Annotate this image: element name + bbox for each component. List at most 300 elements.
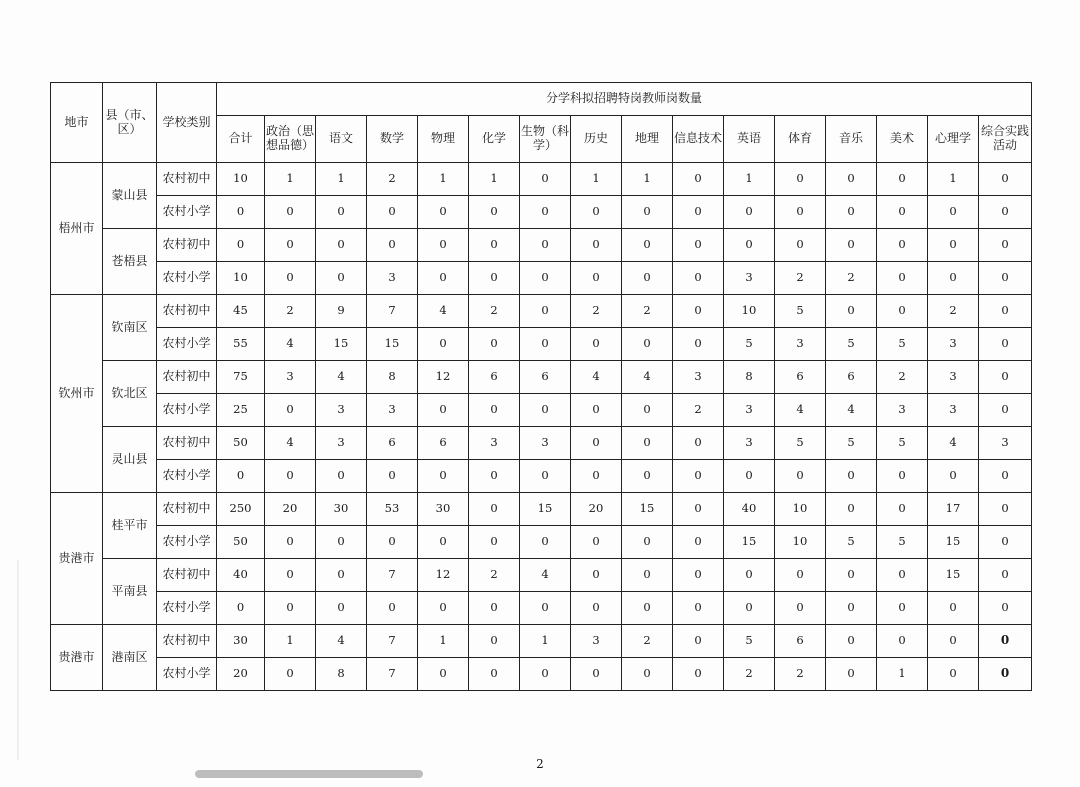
value-cell: 4 (928, 427, 979, 460)
school-type-cell: 农村小学 (157, 658, 217, 691)
value-cell: 0 (469, 394, 520, 427)
value-cell: 0 (469, 196, 520, 229)
value-cell: 5 (826, 328, 877, 361)
value-cell: 0 (316, 262, 367, 295)
school-type-cell: 农村小学 (157, 460, 217, 493)
header-subject: 物理 (418, 116, 469, 163)
value-cell: 0 (571, 262, 622, 295)
value-cell: 0 (265, 526, 316, 559)
county-cell: 钦南区 (103, 295, 157, 361)
value-cell: 0 (877, 592, 928, 625)
value-cell: 10 (724, 295, 775, 328)
value-cell: 0 (622, 526, 673, 559)
value-cell: 4 (775, 394, 826, 427)
value-cell: 0 (469, 229, 520, 262)
value-cell: 0 (622, 460, 673, 493)
value-cell: 0 (979, 361, 1032, 394)
value-cell: 0 (418, 658, 469, 691)
header-subject: 合计 (217, 116, 265, 163)
value-cell: 1 (469, 163, 520, 196)
value-cell: 12 (418, 361, 469, 394)
value-cell: 0 (571, 559, 622, 592)
county-cell: 灵山县 (103, 427, 157, 493)
value-cell: 5 (775, 427, 826, 460)
value-cell: 0 (673, 559, 724, 592)
value-cell: 0 (265, 196, 316, 229)
value-cell: 15 (928, 526, 979, 559)
header-county: 县（市、区） (103, 83, 157, 163)
value-cell: 0 (826, 229, 877, 262)
header-subject: 心理学 (928, 116, 979, 163)
value-cell: 10 (217, 262, 265, 295)
value-cell: 0 (979, 328, 1032, 361)
value-cell: 15 (316, 328, 367, 361)
value-cell: 0 (775, 559, 826, 592)
value-cell: 0 (877, 163, 928, 196)
value-cell: 0 (826, 658, 877, 691)
value-cell: 3 (928, 394, 979, 427)
value-cell: 0 (775, 229, 826, 262)
table-row (51, 328, 1032, 361)
table-row (51, 361, 1032, 394)
value-cell: 0 (928, 460, 979, 493)
value-cell: 1 (418, 625, 469, 658)
value-cell: 0 (265, 559, 316, 592)
value-cell: 0 (979, 262, 1032, 295)
value-cell: 3 (367, 394, 418, 427)
value-cell: 0 (877, 460, 928, 493)
value-cell: 4 (265, 427, 316, 460)
city-cell: 贵港市 (51, 493, 103, 625)
value-cell: 0 (367, 460, 418, 493)
header-subject: 地理 (622, 116, 673, 163)
value-cell: 0 (979, 163, 1032, 196)
value-cell: 0 (520, 658, 571, 691)
value-cell: 0 (877, 229, 928, 262)
value-cell: 0 (622, 592, 673, 625)
value-cell: 0 (622, 427, 673, 460)
value-cell: 30 (316, 493, 367, 526)
school-type-cell: 农村初中 (157, 427, 217, 460)
value-cell: 20 (265, 493, 316, 526)
value-cell: 3 (316, 427, 367, 460)
school-type-cell: 农村初中 (157, 559, 217, 592)
value-cell: 0 (673, 163, 724, 196)
value-cell: 0 (571, 526, 622, 559)
value-cell: 2 (877, 361, 928, 394)
value-cell: 0 (673, 526, 724, 559)
header-city: 地市 (51, 83, 103, 163)
value-cell: 0 (217, 592, 265, 625)
header-school-type: 学校类别 (157, 83, 217, 163)
value-cell: 3 (928, 361, 979, 394)
value-cell: 3 (316, 394, 367, 427)
county-cell: 苍梧县 (103, 229, 157, 295)
table-row (51, 493, 1032, 526)
value-cell: 0 (316, 592, 367, 625)
value-cell: 40 (217, 559, 265, 592)
value-cell: 5 (877, 526, 928, 559)
value-cell: 0 (520, 196, 571, 229)
value-cell: 0 (928, 592, 979, 625)
value-cell: 0 (979, 493, 1032, 526)
value-cell: 3 (469, 427, 520, 460)
value-cell: 0 (265, 460, 316, 493)
value-cell: 3 (724, 427, 775, 460)
value-cell: 6 (826, 361, 877, 394)
value-cell: 0 (418, 460, 469, 493)
value-cell: 0 (520, 262, 571, 295)
value-cell: 0 (979, 295, 1032, 328)
value-cell: 0 (571, 196, 622, 229)
value-cell: 0 (826, 493, 877, 526)
value-cell: 15 (724, 526, 775, 559)
value-cell: 0 (928, 658, 979, 691)
city-cell: 梧州市 (51, 163, 103, 295)
value-cell: 0 (265, 394, 316, 427)
value-cell: 20 (217, 658, 265, 691)
value-cell: 0 (418, 526, 469, 559)
value-cell: 0 (520, 460, 571, 493)
value-cell: 0 (775, 196, 826, 229)
value-cell: 1 (877, 658, 928, 691)
school-type-cell: 农村初中 (157, 295, 217, 328)
value-cell: 0 (775, 592, 826, 625)
value-cell: 0 (367, 196, 418, 229)
value-cell: 0 (877, 559, 928, 592)
value-cell: 0 (979, 196, 1032, 229)
value-cell: 3 (265, 361, 316, 394)
value-cell: 5 (775, 295, 826, 328)
value-cell: 0 (826, 196, 877, 229)
value-cell: 0 (673, 493, 724, 526)
value-cell: 2 (265, 295, 316, 328)
table-row (51, 196, 1032, 229)
value-cell: 15 (367, 328, 418, 361)
value-cell: 1 (571, 163, 622, 196)
table-row (51, 262, 1032, 295)
value-cell: 4 (316, 361, 367, 394)
value-cell: 2 (775, 262, 826, 295)
value-cell: 2 (826, 262, 877, 295)
value-cell: 4 (418, 295, 469, 328)
value-cell: 1 (724, 163, 775, 196)
value-cell: 0 (622, 196, 673, 229)
value-cell: 0 (979, 658, 1032, 691)
value-cell: 0 (673, 229, 724, 262)
value-cell: 2 (571, 295, 622, 328)
value-cell: 0 (673, 427, 724, 460)
value-cell: 0 (877, 262, 928, 295)
table-row (51, 394, 1032, 427)
value-cell: 55 (217, 328, 265, 361)
value-cell: 40 (724, 493, 775, 526)
value-cell: 7 (367, 295, 418, 328)
value-cell: 50 (217, 526, 265, 559)
value-cell: 4 (571, 361, 622, 394)
header-subject: 生物（科学） (520, 116, 571, 163)
value-cell: 12 (418, 559, 469, 592)
value-cell: 15 (928, 559, 979, 592)
school-type-cell: 农村初中 (157, 625, 217, 658)
value-cell: 3 (877, 394, 928, 427)
value-cell: 0 (724, 559, 775, 592)
value-cell: 0 (418, 592, 469, 625)
header-subject: 数学 (367, 116, 418, 163)
value-cell: 0 (520, 394, 571, 427)
county-cell: 桂平市 (103, 493, 157, 559)
value-cell: 0 (367, 526, 418, 559)
city-cell: 钦州市 (51, 295, 103, 493)
value-cell: 0 (673, 196, 724, 229)
value-cell: 1 (418, 163, 469, 196)
value-cell: 1 (622, 163, 673, 196)
value-cell: 8 (316, 658, 367, 691)
value-cell: 0 (928, 625, 979, 658)
school-type-cell: 农村初中 (157, 361, 217, 394)
value-cell: 0 (826, 592, 877, 625)
value-cell: 0 (265, 229, 316, 262)
value-cell: 0 (316, 559, 367, 592)
value-cell: 3 (724, 394, 775, 427)
school-type-cell: 农村初中 (157, 493, 217, 526)
value-cell: 8 (367, 361, 418, 394)
page-number: 2 (536, 757, 544, 771)
header-group-title: 分学科拟招聘特岗教师岗数量 (217, 83, 1032, 116)
value-cell: 0 (979, 625, 1032, 658)
value-cell: 6 (775, 625, 826, 658)
value-cell: 250 (217, 493, 265, 526)
value-cell: 7 (367, 658, 418, 691)
value-cell: 1 (316, 163, 367, 196)
value-cell: 7 (367, 559, 418, 592)
table-row (51, 658, 1032, 691)
value-cell: 0 (877, 493, 928, 526)
header-subject: 体育 (775, 116, 826, 163)
value-cell: 30 (217, 625, 265, 658)
value-cell: 6 (520, 361, 571, 394)
table-header (51, 83, 1032, 163)
value-cell: 4 (265, 328, 316, 361)
value-cell: 2 (367, 163, 418, 196)
header-subject: 历史 (571, 116, 622, 163)
value-cell: 6 (469, 361, 520, 394)
value-cell: 4 (622, 361, 673, 394)
header-subject: 信息技术 (673, 116, 724, 163)
value-cell: 0 (826, 295, 877, 328)
table-row (51, 295, 1032, 328)
value-cell: 3 (724, 262, 775, 295)
value-cell: 30 (418, 493, 469, 526)
value-cell: 0 (469, 625, 520, 658)
value-cell: 0 (673, 328, 724, 361)
header-subject: 英语 (724, 116, 775, 163)
value-cell: 2 (622, 625, 673, 658)
table-row (51, 559, 1032, 592)
value-cell: 1 (265, 163, 316, 196)
value-cell: 8 (724, 361, 775, 394)
table-row (51, 526, 1032, 559)
value-cell: 0 (367, 229, 418, 262)
value-cell: 0 (571, 394, 622, 427)
value-cell: 0 (775, 460, 826, 493)
header-subject: 语文 (316, 116, 367, 163)
value-cell: 0 (622, 559, 673, 592)
value-cell: 0 (520, 229, 571, 262)
value-cell: 10 (775, 526, 826, 559)
value-cell: 0 (520, 328, 571, 361)
value-cell: 0 (469, 460, 520, 493)
school-type-cell: 农村小学 (157, 328, 217, 361)
value-cell: 0 (877, 625, 928, 658)
header-subject: 美术 (877, 116, 928, 163)
value-cell: 0 (673, 295, 724, 328)
value-cell: 0 (826, 460, 877, 493)
value-cell: 6 (367, 427, 418, 460)
value-cell: 2 (928, 295, 979, 328)
value-cell: 2 (673, 394, 724, 427)
value-cell: 0 (520, 592, 571, 625)
value-cell: 0 (979, 559, 1032, 592)
value-cell: 3 (367, 262, 418, 295)
school-type-cell: 农村小学 (157, 592, 217, 625)
value-cell: 0 (520, 163, 571, 196)
table-row (51, 625, 1032, 658)
value-cell: 0 (571, 229, 622, 262)
value-cell: 0 (979, 526, 1032, 559)
value-cell: 0 (622, 658, 673, 691)
value-cell: 2 (724, 658, 775, 691)
value-cell: 0 (622, 394, 673, 427)
value-cell: 0 (418, 196, 469, 229)
school-type-cell: 农村初中 (157, 163, 217, 196)
value-cell: 0 (979, 394, 1032, 427)
value-cell: 0 (673, 460, 724, 493)
value-cell: 0 (367, 592, 418, 625)
value-cell: 0 (571, 460, 622, 493)
header-subject: 音乐 (826, 116, 877, 163)
value-cell: 5 (724, 328, 775, 361)
city-cell: 贵港市 (51, 625, 103, 691)
table-row (51, 229, 1032, 262)
value-cell: 10 (775, 493, 826, 526)
value-cell: 4 (826, 394, 877, 427)
value-cell: 0 (928, 229, 979, 262)
table-row (51, 460, 1032, 493)
value-cell: 0 (418, 229, 469, 262)
value-cell: 0 (418, 394, 469, 427)
value-cell: 0 (877, 295, 928, 328)
value-cell: 5 (877, 328, 928, 361)
value-cell: 0 (469, 493, 520, 526)
value-cell: 6 (775, 361, 826, 394)
value-cell: 6 (418, 427, 469, 460)
value-cell: 0 (673, 625, 724, 658)
value-cell: 5 (826, 526, 877, 559)
value-cell: 3 (775, 328, 826, 361)
value-cell: 0 (265, 592, 316, 625)
value-cell: 0 (571, 658, 622, 691)
value-cell: 3 (979, 427, 1032, 460)
value-cell: 10 (217, 163, 265, 196)
value-cell: 0 (724, 229, 775, 262)
school-type-cell: 农村小学 (157, 526, 217, 559)
header-subject: 政治（思想品德） (265, 116, 316, 163)
table-row (51, 427, 1032, 460)
value-cell: 0 (265, 262, 316, 295)
value-cell: 53 (367, 493, 418, 526)
value-cell: 0 (622, 328, 673, 361)
county-cell: 钦北区 (103, 361, 157, 427)
header-subject: 化学 (469, 116, 520, 163)
value-cell: 50 (217, 427, 265, 460)
value-cell: 0 (520, 295, 571, 328)
value-cell: 2 (469, 559, 520, 592)
value-cell: 0 (826, 559, 877, 592)
value-cell: 1 (928, 163, 979, 196)
header-subject: 综合实践活动 (979, 116, 1032, 163)
school-type-cell: 农村小学 (157, 394, 217, 427)
value-cell: 4 (520, 559, 571, 592)
value-cell: 0 (520, 526, 571, 559)
value-cell: 4 (316, 625, 367, 658)
value-cell: 0 (469, 328, 520, 361)
value-cell: 0 (724, 460, 775, 493)
value-cell: 0 (928, 262, 979, 295)
value-cell: 0 (826, 625, 877, 658)
value-cell: 0 (979, 592, 1032, 625)
value-cell: 0 (571, 592, 622, 625)
value-cell: 7 (367, 625, 418, 658)
value-cell: 0 (217, 460, 265, 493)
value-cell: 5 (826, 427, 877, 460)
value-cell: 1 (520, 625, 571, 658)
value-cell: 5 (877, 427, 928, 460)
value-cell: 45 (217, 295, 265, 328)
value-cell: 0 (673, 262, 724, 295)
value-cell: 25 (217, 394, 265, 427)
county-cell: 蒙山县 (103, 163, 157, 229)
value-cell: 0 (877, 196, 928, 229)
value-cell: 0 (217, 196, 265, 229)
value-cell: 1 (265, 625, 316, 658)
value-cell: 0 (316, 526, 367, 559)
value-cell: 20 (571, 493, 622, 526)
value-cell: 2 (622, 295, 673, 328)
value-cell: 0 (622, 262, 673, 295)
value-cell: 0 (979, 460, 1032, 493)
value-cell: 0 (418, 262, 469, 295)
value-cell: 0 (724, 196, 775, 229)
value-cell: 2 (775, 658, 826, 691)
value-cell: 75 (217, 361, 265, 394)
value-cell: 2 (469, 295, 520, 328)
value-cell: 0 (316, 229, 367, 262)
table-row (51, 163, 1032, 196)
value-cell: 0 (673, 592, 724, 625)
value-cell: 0 (826, 163, 877, 196)
value-cell: 5 (724, 625, 775, 658)
value-cell: 0 (469, 592, 520, 625)
value-cell: 9 (316, 295, 367, 328)
value-cell: 0 (622, 229, 673, 262)
value-cell: 3 (673, 361, 724, 394)
county-cell: 平南县 (103, 559, 157, 625)
value-cell: 0 (571, 328, 622, 361)
value-cell: 0 (469, 262, 520, 295)
horizontal-scrollbar[interactable] (195, 770, 423, 778)
table-body (51, 163, 1032, 691)
